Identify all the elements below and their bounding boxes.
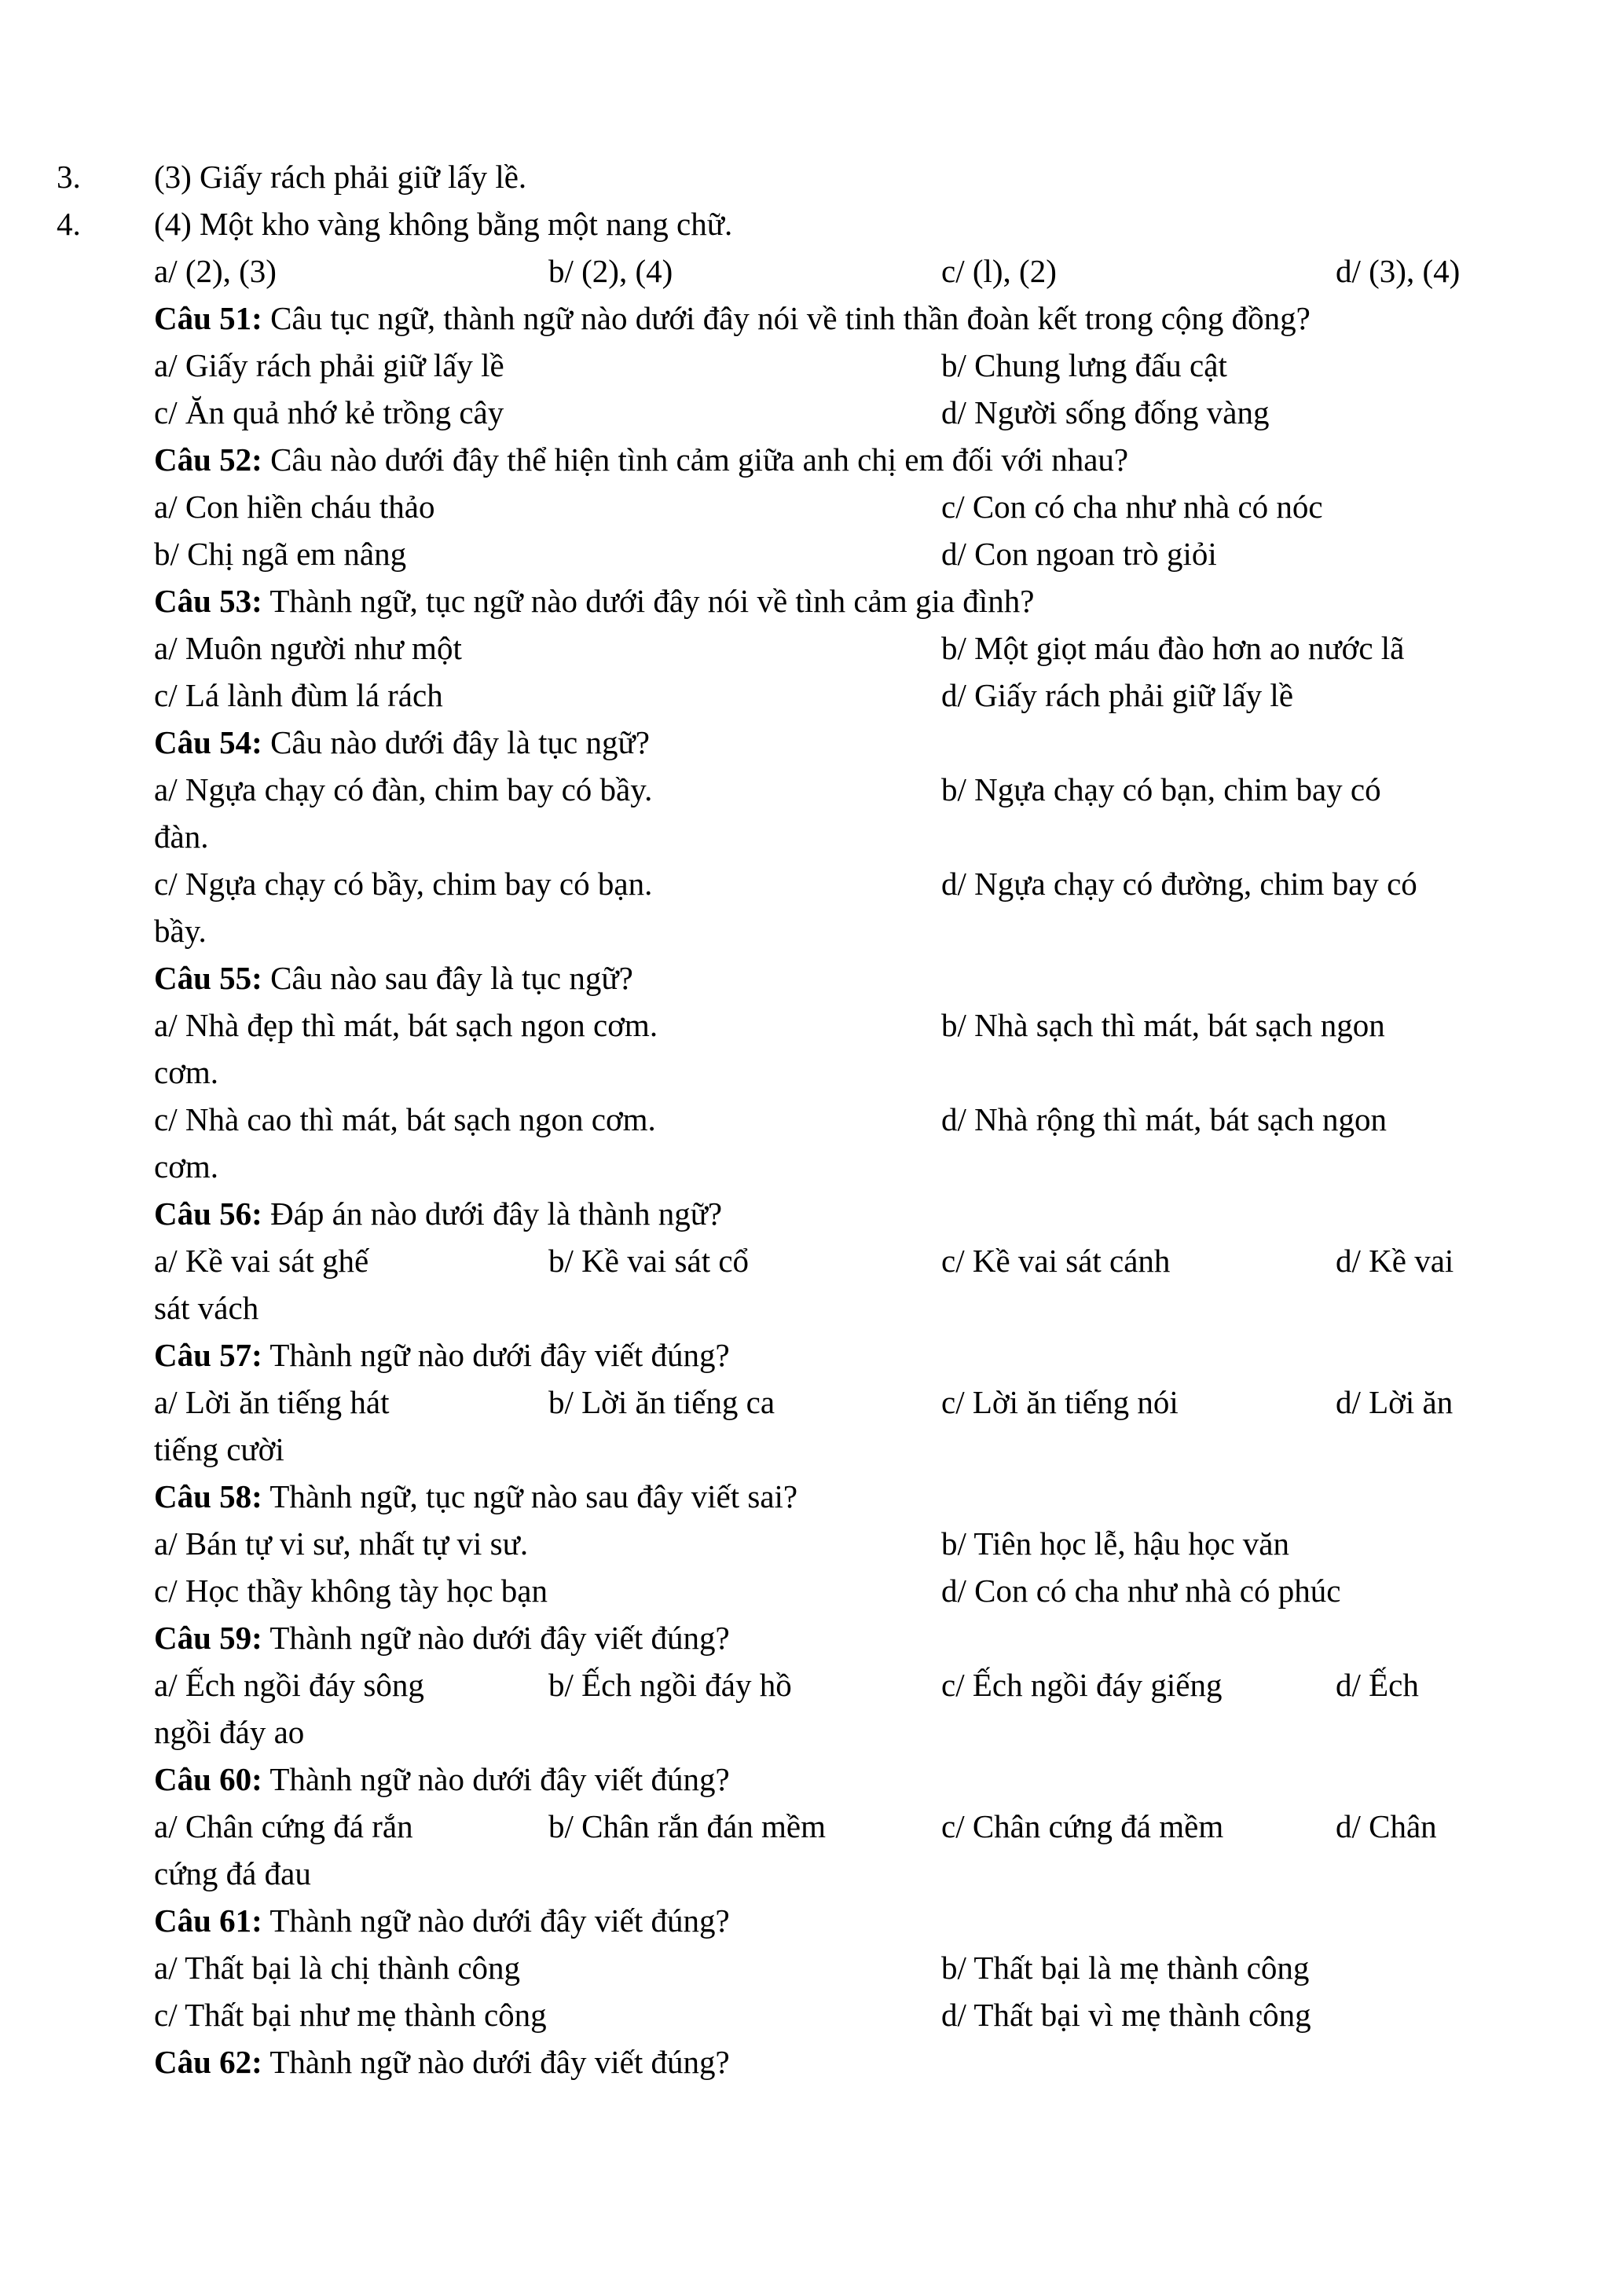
question-label: Câu 55: — [154, 960, 262, 996]
option-b: b/ Ngựa chạy có bạn, chim bay có — [941, 771, 1381, 807]
item-text: (3) Giấy rách phải giữ lấy lề. — [154, 159, 527, 195]
option-c: c/ Kề vai sát cánh — [941, 1243, 1171, 1279]
option-d: d/ Chân — [1336, 1808, 1437, 1844]
option-d: d/ Kề vai — [1336, 1243, 1454, 1279]
option-a: a/ Ếch ngồi đáy sông — [154, 1667, 424, 1703]
option-d: d/ Người sống đống vàng — [941, 394, 1270, 430]
option-d-wrap: tiếng cười — [154, 1431, 284, 1467]
item-number: 4. — [57, 206, 81, 242]
option-d-wrap: cứng đá đau — [154, 1855, 311, 1891]
option-a: a/ Giấy rách phải giữ lấy lề — [154, 347, 504, 383]
option-b: b/ (2), (4) — [548, 253, 673, 289]
option-c: c/ Ăn quả nhớ kẻ trồng cây — [154, 394, 504, 430]
option-d: d/ Ếch — [1336, 1667, 1419, 1703]
question-56 — [154, 1190, 722, 1237]
option-a: a/ Bán tự vi sư, nhất tự vi sư. — [154, 1525, 529, 1562]
question-59 — [154, 1614, 730, 1661]
option-b: b/ Thất bại là mẹ thành công — [941, 1950, 1310, 1986]
option-c: c/ (l), (2) — [941, 253, 1057, 289]
question-51 — [154, 295, 1311, 342]
option-a: a/ Nhà đẹp thì mát, bát sạch ngon cơm. — [154, 1007, 658, 1043]
option-d-wrap: cơm. — [154, 1148, 219, 1185]
option-d: d/ Nhà rộng thì mát, bát sạch ngon — [941, 1101, 1388, 1137]
item-text: (4) Một kho vàng không bằng một nang chữ. — [154, 206, 733, 242]
question-label: Câu 56: — [154, 1196, 262, 1232]
option-b: b/ Một giọt máu đào hơn ao nước lã — [941, 630, 1405, 666]
item-number: 3. — [57, 159, 81, 195]
question-text: Thành ngữ nào dưới đây viết đúng? — [262, 1337, 730, 1373]
question-62 — [154, 2038, 730, 2085]
question-label: Câu 58: — [154, 1478, 262, 1514]
question-label: Câu 51: — [154, 300, 262, 336]
option-b-wrap: đàn. — [154, 818, 209, 855]
option-d-wrap: bầy. — [154, 913, 207, 949]
option-d-wrap: ngồi đáy ao — [154, 1714, 305, 1750]
option-d: d/ Ngựa chạy có đường, chim bay có — [941, 866, 1417, 902]
question-label: Câu 61: — [154, 1902, 262, 1939]
question-text: Câu nào sau đây là tục ngữ? — [262, 960, 633, 996]
question-text: Thành ngữ, tục ngữ nào sau đây viết sai? — [262, 1478, 798, 1514]
question-text: Thành ngữ nào dưới đây viết đúng? — [262, 1761, 730, 1797]
option-a: a/ (2), (3) — [154, 253, 277, 289]
option-d: d/ Thất bại vì mẹ thành công — [941, 1997, 1311, 2033]
question-text: Thành ngữ, tục ngữ nào dưới đây nói về tình cảm gia đình? — [262, 583, 1035, 619]
option-a: a/ Kề vai sát ghế — [154, 1243, 369, 1279]
question-60 — [154, 1756, 730, 1803]
option-d: d/ (3), (4) — [1336, 253, 1461, 289]
question-54 — [154, 719, 650, 766]
question-57 — [154, 1331, 730, 1379]
question-label: Câu 57: — [154, 1337, 262, 1373]
option-c: c/ Ếch ngồi đáy giếng — [941, 1667, 1223, 1703]
option-b: b/ Nhà sạch thì mát, bát sạch ngon — [941, 1007, 1385, 1043]
option-c: c/ Học thầy không tày học bạn — [154, 1573, 548, 1609]
option-a: a/ Thất bại là chị thành công — [154, 1950, 521, 1986]
option-b: b/ Chân rắn đán mềm — [548, 1808, 826, 1844]
question-label: Câu 60: — [154, 1761, 262, 1797]
question-text: Thành ngữ nào dưới đây viết đúng? — [262, 1620, 730, 1656]
question-text: Câu tục ngữ, thành ngữ nào dưới đây nói về tinh thần đoàn kết trong cộng đồng? — [262, 300, 1311, 336]
option-c: c/ Lời ăn tiếng nói — [941, 1384, 1179, 1420]
option-b: b/ Lời ăn tiếng ca — [548, 1384, 775, 1420]
question-text: Câu nào dưới đây thể hiện tình cảm giữa anh chị em đối với nhau? — [262, 441, 1129, 478]
option-d-wrap: sát vách — [154, 1290, 259, 1326]
question-label: Câu 52: — [154, 441, 262, 478]
option-c: c/ Nhà cao thì mát, bát sạch ngon cơm. — [154, 1101, 656, 1137]
question-text: Câu nào dưới đây là tục ngữ? — [262, 724, 650, 760]
question-label: Câu 54: — [154, 724, 262, 760]
question-58 — [154, 1473, 797, 1520]
question-55 — [154, 954, 633, 1002]
option-a: a/ Lời ăn tiếng hát — [154, 1384, 390, 1420]
option-c: c/ Lá lành đùm lá rách — [154, 677, 443, 713]
question-label: Câu 53: — [154, 583, 262, 619]
option-b: b/ Chung lưng đấu cật — [941, 347, 1227, 383]
question-61 — [154, 1897, 730, 1944]
option-d: d/ Con ngoan trò giỏi — [941, 536, 1217, 572]
option-a: a/ Chân cứng đá rắn — [154, 1808, 413, 1844]
option-b: b/ Kề vai sát cổ — [548, 1243, 750, 1279]
question-text: Thành ngữ nào dưới đây viết đúng? — [262, 2044, 730, 2080]
option-c: c/ Thất bại như mẹ thành công — [154, 1997, 547, 2033]
option-d: d/ Giấy rách phải giữ lấy lề — [941, 677, 1294, 713]
option-b: b/ Tiên học lễ, hậu học văn — [941, 1525, 1289, 1562]
option-a: a/ Ngựa chạy có đàn, chim bay có bầy. — [154, 771, 653, 807]
option-d: d/ Lời ăn — [1336, 1384, 1454, 1420]
option-c: c/ Ngựa chạy có bầy, chim bay có bạn. — [154, 866, 653, 902]
option-c: c/ Chân cứng đá mềm — [941, 1808, 1224, 1844]
option-c: c/ Con có cha như nhà có nóc — [941, 489, 1323, 525]
option-b: b/ Ếch ngồi đáy hồ — [548, 1667, 792, 1703]
option-b: b/ Chị ngã em nâng — [154, 536, 407, 572]
question-53 — [154, 577, 1034, 624]
question-text: Thành ngữ nào dưới đây viết đúng? — [262, 1902, 730, 1939]
question-label: Câu 62: — [154, 2044, 262, 2080]
question-label: Câu 59: — [154, 1620, 262, 1656]
option-a: a/ Muôn người như một — [154, 630, 462, 666]
question-52 — [154, 436, 1128, 483]
option-a: a/ Con hiền cháu thảo — [154, 489, 435, 525]
option-b-wrap: cơm. — [154, 1054, 219, 1090]
question-text: Đáp án nào dưới đây là thành ngữ? — [262, 1196, 723, 1232]
option-d: d/ Con có cha như nhà có phúc — [941, 1573, 1341, 1609]
